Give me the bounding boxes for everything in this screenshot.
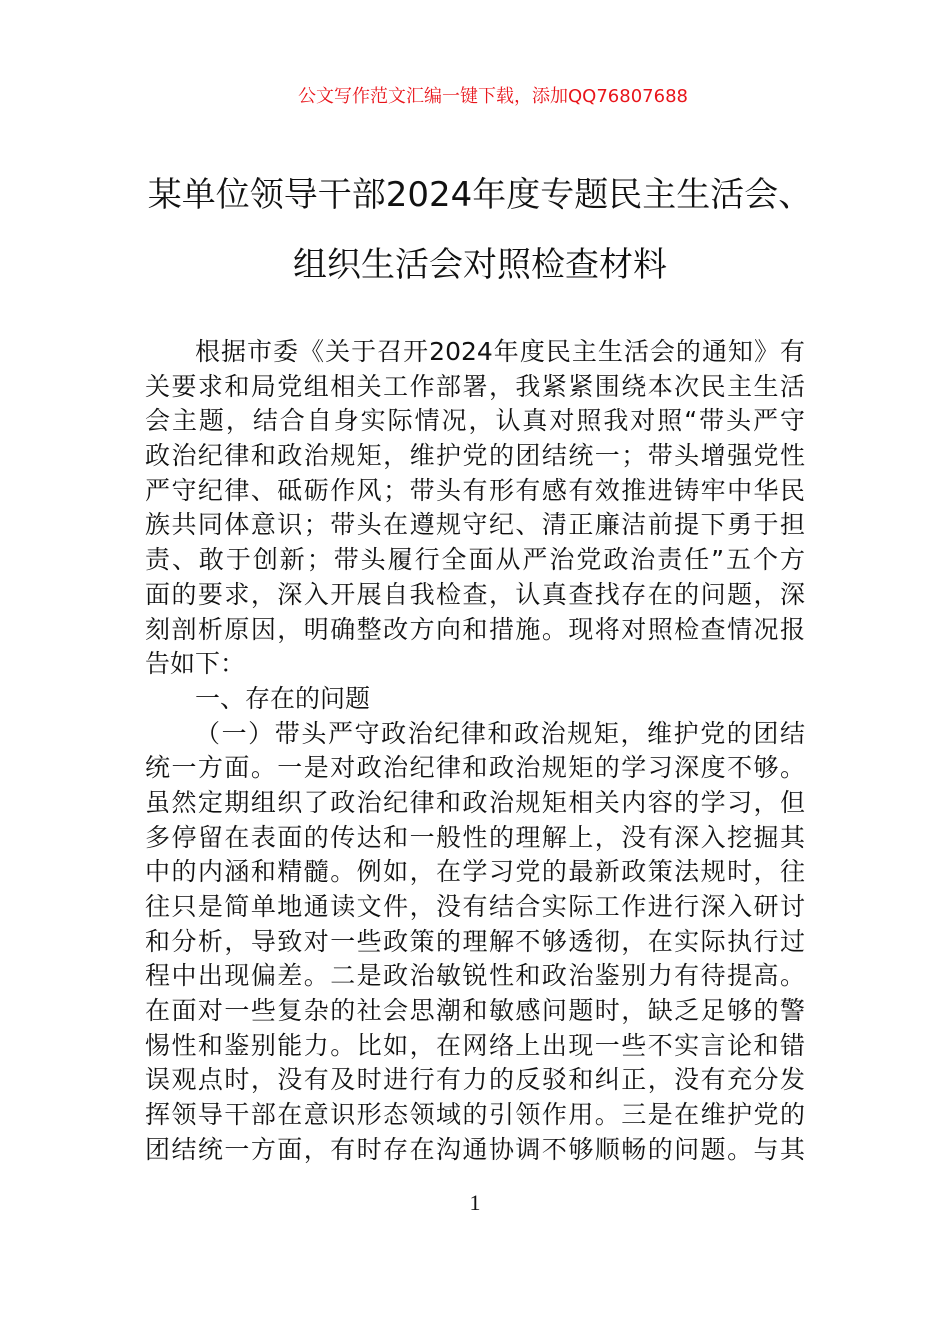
body-line: 和分析，导致对一些政策的理解不够透彻，在实际执行过 [145, 926, 805, 956]
body-line: 统一方面。一是对政治纪律和政治规矩的学习深度不够。 [145, 753, 805, 783]
subsection-heading: （一）带头严守政治纪律和政治规矩，维护党的团结 [195, 718, 805, 748]
body-line: 挥领导干部在意识形态领域的引领作用。三是在维护党的 [145, 1100, 805, 1130]
page-number: 1 [469, 1190, 481, 1215]
body-line: 多停留在表面的传达和一般性的理解上，没有深入挖掘其 [145, 822, 805, 852]
body-line: 程中出现偏差。二是政治敏锐性和政治鉴别力有待提高。 [145, 961, 805, 991]
body-line: 往只是简单地通读文件，没有结合实际工作进行深入研讨 [145, 892, 805, 921]
watermark-header: 公文写作范文汇编一键下载，添加QQ76807688 [298, 86, 688, 107]
body-line: 族共同体意识；带头在遵规守纪、清正廉洁前提下勇于担 [145, 510, 805, 540]
section-heading: 一、存在的问题 [195, 683, 371, 713]
body-line: 刻剖析原因，明确整改方向和措施。现将对照检查情况报 [145, 614, 805, 644]
document-body [145, 335, 805, 1168]
body-line: 告如下： [145, 649, 246, 679]
document-title-line-1: 某单位领导干部2024年度专题民主生活会、 [147, 175, 813, 215]
body-line: 惕性和鉴别能力。比如，在网络上出现一些不实言论和错 [145, 1030, 805, 1060]
body-line: 根据市委《关于召开2024年度民主生活会的通知》有 [195, 337, 805, 366]
body-line: 在面对一些复杂的社会思潮和敏感问题时，缺乏足够的警 [145, 996, 805, 1026]
body-line: 政治纪律和政治规矩，维护党的团结统一；带头增强党性 [145, 441, 805, 471]
body-line: 团结统一方面，有时存在沟通协调不够顺畅的问题。与其 [145, 1134, 805, 1164]
body-line: 严守纪律、砥砺作风；带头有形有感有效推进铸牢中华民 [145, 475, 805, 505]
body-line: 会主题，结合自身实际情况，认真对照我对照“带头严守 [145, 406, 805, 436]
body-line: 面的要求，深入开展自我检查，认真查找存在的问题，深 [145, 579, 805, 609]
body-line: 中的内涵和精髓。例如，在学习党的最新政策法规时，往 [145, 857, 805, 887]
body-line: 责、敢于创新；带头履行全面从严治党政治责任”五个方 [145, 545, 805, 575]
body-line: 误观点时，没有及时进行有力的反驳和纠正，没有充分发 [145, 1065, 805, 1095]
body-line: 关要求和局党组相关工作部署，我紧紧围绕本次民主生活 [145, 371, 805, 401]
document-title-line-2: 组织生活会对照检查材料 [293, 245, 667, 285]
body-line: 虽然定期组织了政治纪律和政治规矩相关内容的学习，但 [145, 787, 805, 817]
